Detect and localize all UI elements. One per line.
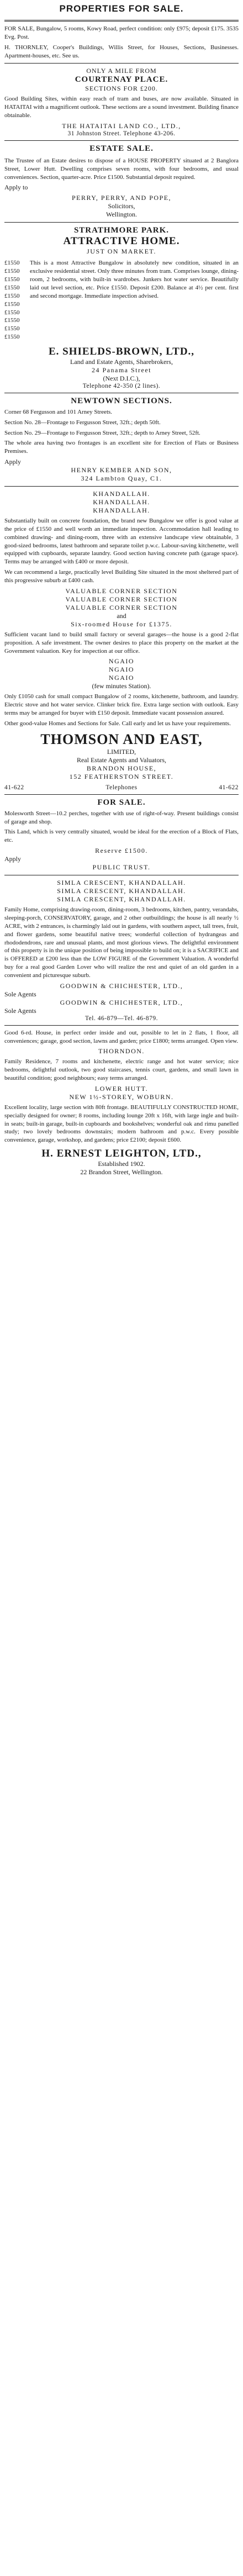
ad-heading: FOR SALE. <box>97 798 146 807</box>
ad-firm: E. SHIELDS-BROWN, LTD., <box>48 345 195 357</box>
ad-address: 22 Brandon Street, Wellington. <box>80 1168 163 1176</box>
ad-heading: KHANDALLAH. <box>93 498 150 506</box>
ad-heading: JUST ON MARKET. <box>87 247 156 256</box>
price-label: £1550 <box>4 309 20 316</box>
ad-body: Excellent locality, large section with 80ft frontage. BEAUTIFULLY CONSTRUCTED HOME, specially designed for owner; 8 rooms, including lounge 20ft x 16ft, with large ingle and built-in seats; built-in garage, built-in cupboards and bookshelves; wonderful oak and rimu panelled study; two lovely bedrooms downstairs; modern bathroom and p.w.c. Every possible convenience, garage, workshop, and gardens; price £2100; deposit £600. <box>4 1104 239 1144</box>
ad-place: Wellington. <box>105 210 138 219</box>
ad-body: Family Home, comprising drawing-room, dining-room, 3 bedrooms, kitchen, pantry, verandahs, sleeping-porch, CONSERVATORY, garage, and 2 other outbuildings; the house is all nearly ½ ACRE, with 2 entrances, is charmingly laid out in gardens, with southern aspect, tall trees, fruit, and flower gardens, some beautiful native trees; wonderful collection of hydrangeas and rhododendrons, rare and unusual plants, and most glorious views. The delightful environment of this property is in the unique position of being impossible to build on; it is a SACRIFICE and is OFFERED at £200 less than the LOW FIGURE of the Government Valuation. A wonderful buy for a real good Garden Lover who will realize the rest and quiet of an old garden in a convenient and picturesque suburb. <box>4 906 239 979</box>
ad-telephone: Telephone 42-350 (2 lines). <box>82 382 161 389</box>
price-label: £1550 <box>4 284 20 291</box>
ad-apply: Apply to <box>4 183 28 192</box>
ad-subheading: (few minutes Station). <box>92 682 151 690</box>
divider <box>4 486 239 487</box>
classified-short-ads <box>4 25 239 60</box>
ad-ernest-leighton <box>4 1029 239 1176</box>
ad-address: 324 Lambton Quay, C1. <box>81 474 162 483</box>
price-label: £1550 <box>4 292 20 299</box>
ad-body: We can recommend a large, practically level Building Site situated in the most sheltered part of this progressive suburb at £400 cash. <box>4 569 239 584</box>
ad-heading: VALUABLE CORNER SECTION <box>65 595 178 603</box>
ad-heading: VALUABLE CORNER SECTION <box>65 603 178 611</box>
ad-heading: SIMLA CRESCENT, KHANDALLAH. <box>57 887 186 895</box>
ad-heading: Six-roomed House for £1375. <box>71 620 172 628</box>
ad-telephones <box>4 784 239 791</box>
price-label: £1550 <box>4 325 20 332</box>
ad-public-trust <box>4 798 239 872</box>
ad-firm: PUBLIC TRUST. <box>92 863 151 872</box>
ad-role: Land and Estate Agents, Sharebrokers, <box>70 357 173 366</box>
telephone-number: 41-622 <box>219 784 239 791</box>
ad-agents: GOODWIN & CHICHESTER, LTD., <box>60 998 183 1006</box>
telephone-label: Telephones <box>105 784 138 791</box>
ad-body: Good Building Sites, within easy reach of tram and buses, are now available. Situated in HATAITAI with a magnificent outlook. These sections are a sound investment. Building finance obtainable. <box>4 96 239 119</box>
price-label: £1550 <box>4 260 20 267</box>
ad-simla-crescent <box>4 879 239 1022</box>
ad-heading: NGAIO <box>108 666 135 674</box>
ad-strathmore-park <box>4 226 239 389</box>
ad-sole-agents: Sole Agents <box>4 1006 36 1015</box>
ad-heading: NEW 1½-STOREY, WOBURN. <box>69 1092 174 1101</box>
ad-agents: GOODWIN & CHICHESTER, LTD., <box>60 981 183 990</box>
price-label: £1550 <box>4 317 20 324</box>
price-label: £1550 <box>4 300 20 308</box>
ad-heading: NEWTOWN SECTIONS. <box>71 396 172 405</box>
ad-body: Only £1050 cash for small compact Bungalow of 2 rooms, kitchenette, bathroom, and laundry. Electric stove and hot water service. Clinker brick fire. Extra large section with outlook. Easy terms may be arranged for buyer with £150 deposit. Immediate vacant possession assured. <box>4 693 239 717</box>
divider <box>4 63 239 64</box>
price-label: £1550 <box>4 268 20 275</box>
ad-heading: ESTATE SALE. <box>89 144 154 153</box>
ad-heading: COURTENAY PLACE. <box>75 75 168 85</box>
ad-body: The whole area having two frontages is an excellent site for Erection of Flats or Business Premises. <box>4 440 239 455</box>
ad-telephone: Tel. 46-879—Tel. 46-879. <box>84 1015 159 1022</box>
ad-sole-agents: Sole Agents <box>4 990 36 998</box>
ad-body: Good 6-rd. House, in perfect order inside and out, possible to let in 2 flats, 1 floor, all conveniences; garage, good section, lawns and garden; price £1800; terms arranged. Open view. <box>4 1029 239 1044</box>
ad-heading: NGAIO <box>108 674 135 682</box>
ad-heading: ONLY A MILE FROM <box>86 67 157 75</box>
ad-heading: VALUABLE CORNER SECTION <box>65 587 178 595</box>
ad-body: Other good-value Homes and Sections for Sale. Call early and let us have your requirements. <box>4 720 231 727</box>
ad-thomson-and-east <box>4 490 239 791</box>
ad-heading: LOWER HUTT. <box>94 1084 149 1092</box>
ad-body: This is a most Attractive Bungalow in absolutely new condition, situated in an exclusive residential street. Only three minutes from tram. Comprises lounge, dining-room, 2 bedrooms, with built-in wardrobes. Junkers hot water service. Beautifully laid out level section, etc. Price £1550. Deposit £200. Balance at 4½ per cent. first and second mortgage. Immediate inspection advised. <box>30 260 239 299</box>
ad-firm: HENRY KEMBER AND SON, <box>71 466 172 474</box>
ad-heading: SIMLA CRESCENT, KHANDALLAH. <box>57 879 186 887</box>
ad-firm: THOMSON AND EAST, <box>40 731 203 747</box>
ad-heading: THORNDON. <box>98 1047 145 1055</box>
price-label: £1550 <box>4 276 20 283</box>
ad-heading: KHANDALLAH. <box>93 490 150 498</box>
ad-firm: H. ERNEST LEIGHTON, LTD., <box>41 1148 202 1160</box>
ad-hataitai <box>4 67 239 137</box>
ad-reserve: Reserve £1500. <box>95 847 148 855</box>
ad-firm-sub: LIMITED, <box>107 747 136 756</box>
ad-heading: KHANDALLAH. <box>93 506 150 515</box>
ad-role: Solicitors, <box>108 202 135 210</box>
newspaper-column <box>0 0 243 1176</box>
ad-body: Corner 68 Fergusson and 101 Arney Streets. <box>4 408 113 415</box>
ad-house: BRANDON HOUSE, <box>86 764 157 772</box>
ad-thornley: H. THORNLEY, Cooper's Buildings, Willis Street, for Houses, Sections, Businesses. Apartment-houses, etc. See us. <box>4 44 239 59</box>
ad-bungalow-kowy-road: FOR SALE, Bungalow, 5 rooms, Kowy Road, perfect condition: only £975; deposit £175. 3535 Evg. Post. <box>4 25 239 40</box>
divider <box>4 222 239 223</box>
ad-body: Molesworth Street—10.2 perches, together with use of right-of-way. Present buildings consist of garage and shop. <box>4 810 239 825</box>
ad-established: Established 1902. <box>98 1160 145 1168</box>
ad-connector: and <box>117 611 126 620</box>
ad-heading: SECTIONS FOR £200. <box>85 85 158 93</box>
ad-newtown-sections <box>4 397 239 483</box>
ad-role: Real Estate Agents and Valuators, <box>76 756 167 764</box>
divider <box>4 140 239 141</box>
ad-estate-sale <box>4 144 239 219</box>
divider <box>4 794 239 795</box>
ad-body: This Land, which is very centrally situated, would be ideal for the erection of a Block of Flats, etc. <box>4 828 239 844</box>
ad-body: Sufficient vacant land to build small factory or several garages—the house is a good 2-flat proposition. A safe investment. The owner desires to place this property on the market at the Government valuation. Key for inspection at our office. <box>4 631 239 654</box>
telephone-number: 41-622 <box>4 784 24 791</box>
price-column <box>4 259 25 341</box>
divider <box>4 1025 239 1026</box>
ad-address: (Next D.I.C.), <box>103 374 140 382</box>
ad-body: Section No. 29—Frontage to Fergusson Street, 32ft.; depth to Arney Street, 52ft. <box>4 429 200 436</box>
ad-address: 152 FEATHERSTON STREET. <box>69 772 174 780</box>
ad-apply: Apply <box>4 458 21 466</box>
divider <box>4 20 239 22</box>
ad-heading: STRATHMORE PARK. <box>73 226 170 235</box>
price-label: £1550 <box>4 334 20 341</box>
ad-apply: Apply <box>4 855 21 863</box>
ad-heading: ATTRACTIVE HOME. <box>63 235 180 247</box>
ad-body: Family Residence, 7 rooms and kitchenette, electric range and hot water service; nice bedrooms, delightful outlook, two good staircases, tennis court, gardens, and small lawn in beautiful condition; good neighbours; easy terms arranged. <box>4 1058 239 1082</box>
ad-body: Substantially built on concrete foundation, the brand new Bungalow we offer is good value at the price of £1550 and well worth an immediate inspection. Accommodation hall leading to combined drawing- and dining-room, three with an extensive landscape view obtainable, 3 good-sized bedrooms, latest bathroom and separate toilet p.w.c. Labour-saving kitchenette, well equipped with cupboards, separate laundry. Good section having concrete path (garage space). Terms may be arranged with £400 or more deposit. <box>4 518 239 566</box>
ad-heading: NGAIO <box>108 657 135 666</box>
ad-body: Section No. 28—Frontage to Fergusson Street, 32ft.; depth 50ft. <box>4 419 161 426</box>
ad-company: THE HATAITAI LAND CO., LTD., <box>62 122 181 130</box>
column-title: PROPERTIES FOR SALE. <box>59 3 184 14</box>
ad-address: 24 Panama Street <box>92 366 151 374</box>
ad-heading: SIMLA CRESCENT, KHANDALLAH. <box>57 895 186 904</box>
ad-body: The Trustee of an Estate desires to dispose of a HOUSE PROPERTY situated at 2 Banglora Street, Lower Hutt. Dwelling comprises seven rooms, with four bedrooms, and usual conveniences. Section, quarter-acre. Price £1500. Substantial deposit required. <box>4 157 239 181</box>
ad-firm: PERRY, PERRY, AND POPE, <box>71 194 172 202</box>
ad-address: 31 Johnston Street. Telephone 43-206. <box>67 130 176 137</box>
